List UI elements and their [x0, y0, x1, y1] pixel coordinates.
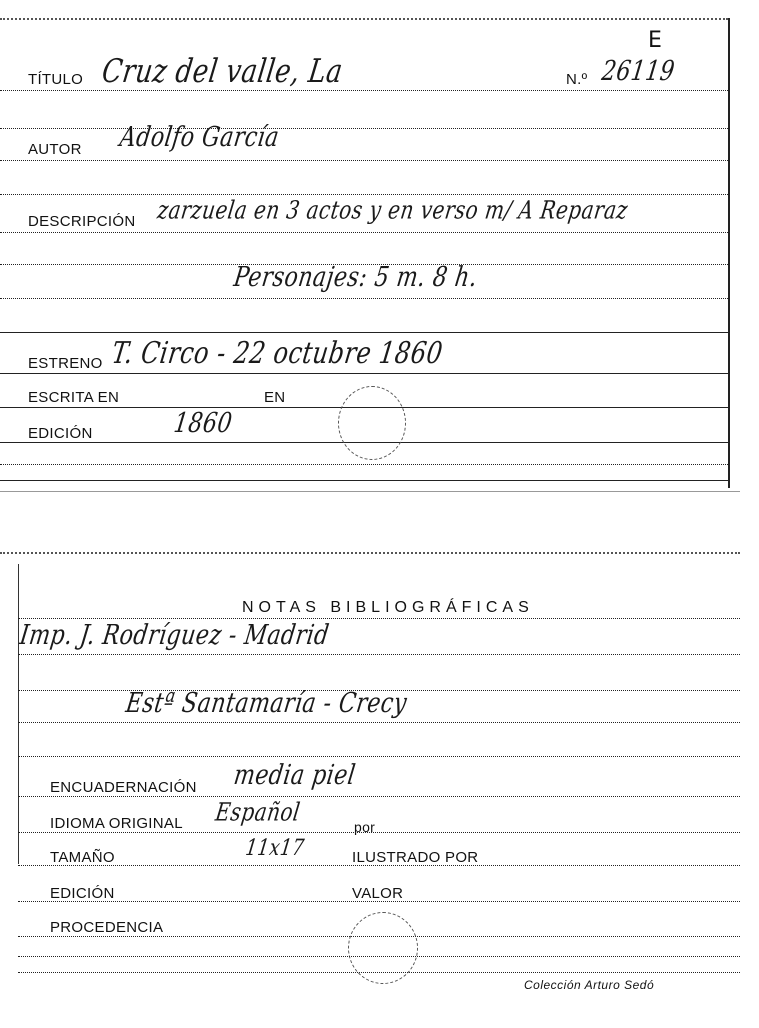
- rule-encuadernacion: [18, 796, 740, 797]
- titulo-value: Cruz del valle, La: [99, 53, 346, 91]
- rule-bottom-2: [0, 480, 728, 481]
- note-line-2: Estª Santamaría - Crecy: [123, 688, 409, 720]
- escrita-en-label: ESCRITA EN: [28, 389, 120, 406]
- autor-value: Adolfo García: [117, 122, 282, 154]
- note-line-1: Imp. J. Rodríguez - Madrid: [17, 620, 332, 652]
- rule-tamano: [18, 865, 740, 866]
- numero-value: 26119: [599, 56, 677, 88]
- edicion-value: 1860: [171, 408, 235, 440]
- procedencia-label: PROCEDENCIA: [50, 919, 164, 936]
- titulo-label: TÍTULO: [28, 71, 84, 88]
- rule-personajes: [0, 298, 728, 299]
- numero-label: N.º: [566, 71, 588, 88]
- collection-footer: Colección Arturo Sedó: [524, 978, 655, 992]
- en-label: EN: [264, 389, 286, 406]
- rule-heading: [18, 618, 740, 619]
- catalog-card-back: [18, 552, 740, 1012]
- card-bottom-edge: [0, 552, 740, 556]
- rule-note-3: [18, 722, 740, 723]
- card-top-edge: [0, 18, 728, 22]
- tamano-label: TAMAÑO: [50, 849, 115, 866]
- estreno-label: ESTRENO: [28, 355, 103, 372]
- card-left-frame: [18, 564, 19, 864]
- stamp-outline: [338, 386, 406, 460]
- estreno-value: T. Circo - 22 octubre 1860: [109, 335, 445, 371]
- descripcion-label: DESCRIPCIÓN: [28, 213, 136, 230]
- rule-bottom-1: [0, 464, 728, 465]
- rule-blank-4: [0, 332, 728, 333]
- rule-estreno: [0, 373, 728, 374]
- rule-note-1: [18, 654, 740, 655]
- encuadernacion-label: ENCUADERNACIÓN: [50, 779, 197, 796]
- rule-bottom-4: [18, 972, 740, 973]
- valor-label: VALOR: [352, 885, 404, 902]
- idioma-value: Español: [213, 796, 303, 827]
- edicion-label: EDICIÓN: [28, 425, 93, 442]
- rule-autor: [0, 160, 728, 161]
- rule-blank-5: [18, 756, 740, 757]
- por-label: por: [354, 819, 376, 835]
- card-separator: [0, 491, 740, 492]
- rule-descripcion: [0, 232, 728, 233]
- ilustrado-label: ILUSTRADO POR: [352, 849, 479, 866]
- descripcion-extra: Personajes: 5 m. 8 h.: [231, 262, 480, 294]
- edicion-back-label: EDICIÓN: [50, 885, 115, 902]
- stamp-outline-back: [348, 912, 418, 984]
- rule-blank-1: [0, 128, 728, 129]
- descripcion-value: zarzuela en 3 actos y en verso m/ A Reparaz: [155, 194, 630, 225]
- rule-edicion-back: [18, 901, 740, 902]
- rule-bottom-3: [18, 956, 740, 957]
- autor-label: AUTOR: [28, 141, 82, 158]
- tamano-value: 11x17: [243, 835, 306, 862]
- catalog-card-front: [0, 18, 730, 488]
- catalog-mark: E: [648, 28, 662, 53]
- encuadernacion-value: media piel: [231, 760, 358, 792]
- idioma-label: IDIOMA ORIGINAL: [50, 815, 183, 832]
- rule-idioma: [18, 832, 740, 833]
- rule-titulo: [0, 90, 728, 91]
- notas-heading: NOTAS BIBLIOGRÁFICAS: [242, 599, 534, 616]
